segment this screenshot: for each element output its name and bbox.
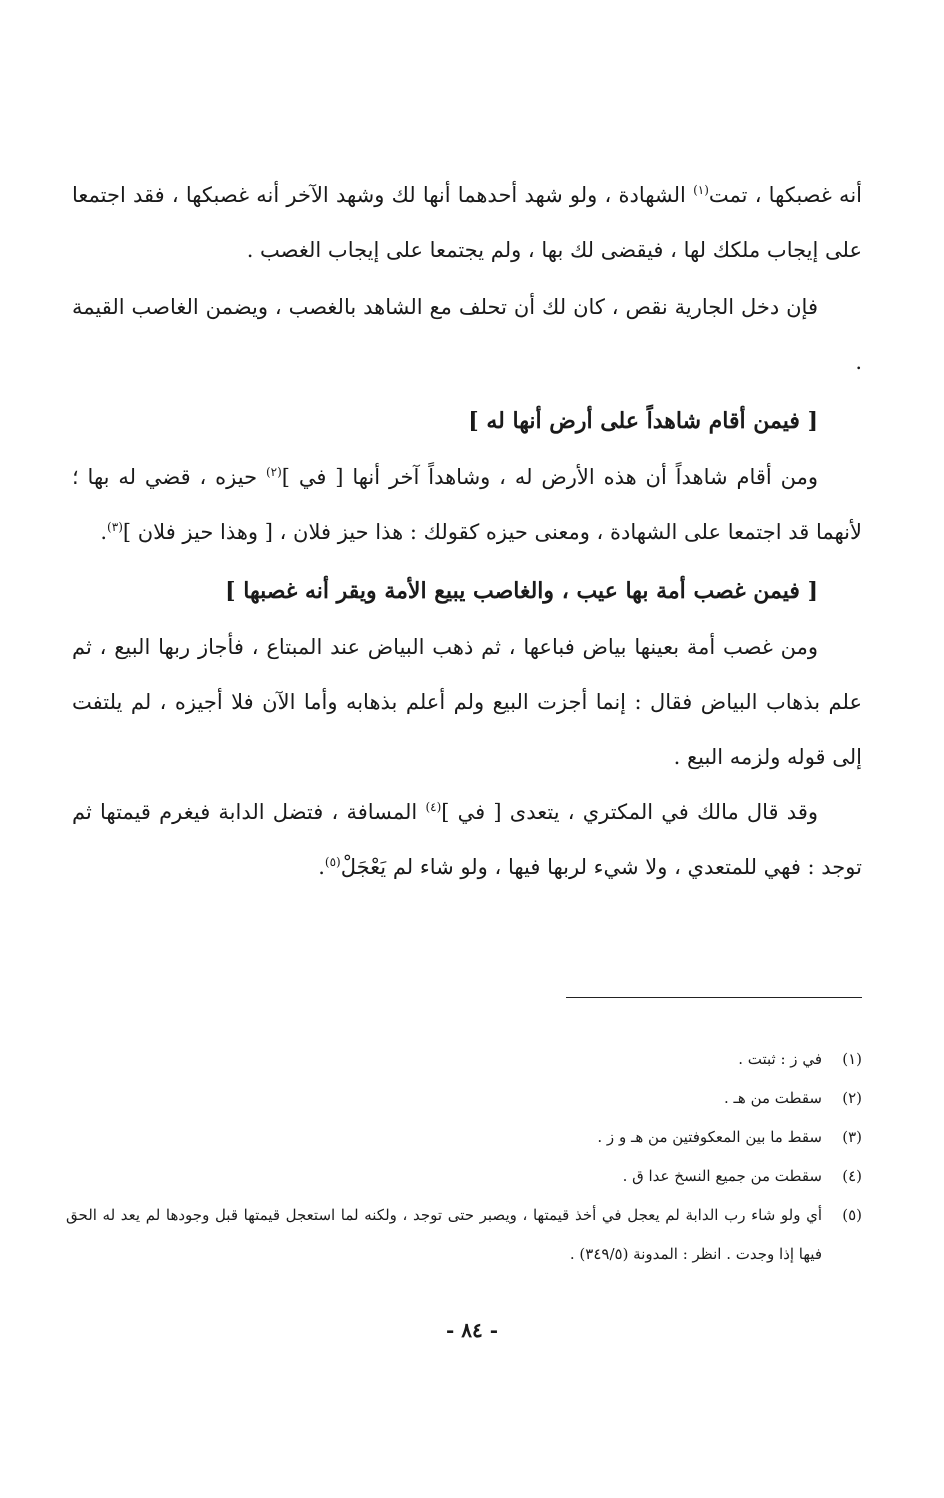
footnote-item <box>66 1196 862 1274</box>
section-heading-2: [ فيمن غصب أمة بها عيب ، والغاصب يبيع الأمة ويقر أنه غصبها ] <box>225 578 818 604</box>
footnote-number: (١) <box>842 1050 862 1068</box>
footnote-ref-3: (٣) <box>107 520 123 534</box>
footnote-item <box>66 1157 862 1196</box>
page-number: - ٨٤ - <box>445 1318 498 1342</box>
footnote-number: (٣) <box>842 1128 862 1146</box>
footnote-text: سقطت من هـ . <box>723 1089 822 1107</box>
footnote-item <box>66 1118 862 1157</box>
footnote-text: أي ولو شاء رب الدابة لم يعجل في أخذ قيمتها ، ويصبر حتى توجد ، ولكنه لما استعجل قيمتها قبل وجودها لم يعد له الحق فيها إذا وجدت . انظر : المدونة (٣٤٩/٥) . <box>66 1206 822 1263</box>
main-text <box>72 168 862 895</box>
footnote-text: سقط ما بين المعكوفتين من هـ و ز . <box>597 1128 822 1146</box>
footnote-item <box>66 1079 862 1118</box>
footnote-ref-2: (٢) <box>265 465 282 479</box>
footnote-text: في ز : ثبتت . <box>738 1050 822 1068</box>
section-heading-1: [ فيمن أقام شاهداً على أرض أنها له ] <box>468 408 818 434</box>
paragraph-1: أنه غصبكها ، تمت$^{(١)}$ الشهادة ، ولو شهد أحدهما أنها لك وشهد الآخر أنه غصبكها ، فقد اجتمعا على إيجاب ملكك لها ، فيقضى لك بها ، ولم يجتمعا على إيجاب الغصب . <box>72 183 863 262</box>
footnote-text: سقطت من جميع النسخ عدا ق . <box>622 1167 822 1185</box>
footnote-number: (٤) <box>842 1167 862 1185</box>
paragraph-4: ومن غصب أمة بعينها بياض فباعها ، ثم ذهب البياض عند المبتاع ، فأجاز ربها البيع ، ثم علم بذهاب البياض فقال : إنما أجزت البيع ولم أعلم بذهابه وأما الآن فلا أجيزه ، لم يلتفت إلى قوله ولزمه البيع . <box>72 635 862 769</box>
paragraph-2: فإن دخل الجارية نقص ، كان لك أن تحلف مع الشاهد بالغصب ، ويضمن الغاصب القيمة . <box>72 295 862 374</box>
footnote-ref-4: (٤) <box>425 800 442 814</box>
footnote-item <box>66 1040 862 1079</box>
footnote-divider <box>566 997 862 998</box>
footnotes <box>66 1040 862 1274</box>
footnote-number: (٥) <box>842 1206 862 1224</box>
footnote-ref-5: (٥) <box>324 855 341 869</box>
paragraph-3: ومن أقام شاهداً أن هذه الأرض له ، وشاهداً آخر أنها [ في ]$^{(٢)}$ حيزه ، قضي له بها ؛ لأنهما قد اجتمعا على الشهادة ، ومعنى حيزه كقولك : هذا حيز فلان ، [ وهذا حيز فلان ]$^{(٣)}$. <box>72 465 862 544</box>
paragraph-5: وقد قال مالك في المكتري ، يتعدى [ في ]$^{(٤)}$ المسافة ، فتضل الدابة فيغرم قيمتها ثم توجد : فهي للمتعدي ، ولا شيء لربها فيها ، ولو شاء لم يَعْجَلْ$^{(٥)}$. <box>72 800 862 879</box>
footnote-number: (٢) <box>842 1089 862 1107</box>
footnote-ref-1: (١) <box>693 183 709 197</box>
